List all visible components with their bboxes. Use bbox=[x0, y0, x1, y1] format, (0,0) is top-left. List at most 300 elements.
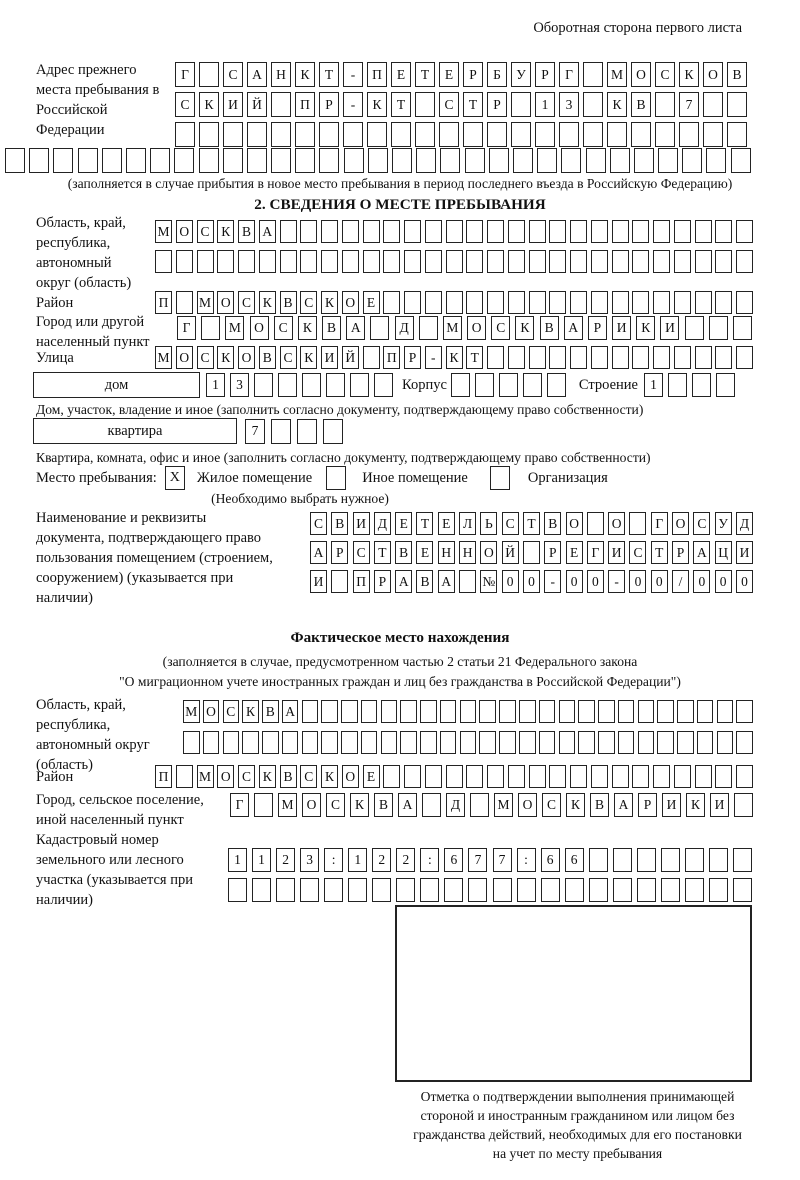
document-label: Наименование и реквизиты документа, подтверждающего право пользования помещением (строением, сооружением) (указывается при наличии) bbox=[36, 510, 273, 606]
char-box bbox=[733, 878, 752, 902]
char-box: О bbox=[176, 220, 193, 243]
char-box bbox=[53, 148, 73, 173]
char-box: О bbox=[203, 700, 220, 723]
char-box: О bbox=[608, 512, 625, 535]
char-box: 6 bbox=[444, 848, 463, 872]
char-box: 1 bbox=[348, 848, 367, 872]
char-box bbox=[363, 220, 380, 243]
char-box: Й bbox=[247, 92, 267, 117]
char-box bbox=[252, 878, 271, 902]
char-box: О bbox=[467, 316, 486, 340]
char-box: 3 bbox=[300, 848, 319, 872]
char-box bbox=[319, 148, 339, 173]
char-box: - bbox=[425, 346, 442, 369]
char-box bbox=[199, 122, 219, 147]
char-box bbox=[201, 316, 220, 340]
char-box: Н bbox=[459, 541, 476, 564]
char-box bbox=[653, 291, 670, 314]
char-box bbox=[632, 220, 649, 243]
char-box bbox=[367, 122, 387, 147]
char-box: Р bbox=[544, 541, 561, 564]
char-box bbox=[444, 878, 463, 902]
char-box bbox=[537, 148, 557, 173]
char-box bbox=[5, 148, 25, 173]
char-box: : bbox=[324, 848, 343, 872]
char-box: М bbox=[155, 220, 172, 243]
char-box bbox=[717, 731, 734, 754]
char-box bbox=[425, 765, 442, 788]
char-box bbox=[381, 700, 398, 723]
char-box: 2 bbox=[396, 848, 415, 872]
char-box bbox=[254, 793, 273, 817]
char-box: 0 bbox=[693, 570, 710, 593]
char-box bbox=[363, 346, 380, 369]
char-box: - bbox=[343, 62, 363, 87]
char-box bbox=[541, 878, 560, 902]
char-box: К bbox=[300, 346, 317, 369]
char-box bbox=[703, 122, 723, 147]
char-box: 7 bbox=[468, 848, 487, 872]
char-box: И bbox=[660, 316, 679, 340]
char-box: А bbox=[564, 316, 583, 340]
char-box bbox=[276, 878, 295, 902]
char-box bbox=[715, 765, 732, 788]
char-box: К bbox=[321, 765, 338, 788]
char-box: 0 bbox=[715, 570, 732, 593]
char-box bbox=[613, 878, 632, 902]
char-box bbox=[679, 122, 699, 147]
house-row bbox=[33, 372, 735, 398]
char-box: К bbox=[217, 220, 234, 243]
char-box bbox=[489, 148, 509, 173]
char-box bbox=[508, 346, 525, 369]
char-box: О bbox=[703, 62, 723, 87]
char-box bbox=[271, 122, 291, 147]
char-box bbox=[460, 731, 477, 754]
char-box: О bbox=[518, 793, 537, 817]
char-box bbox=[529, 220, 546, 243]
char-box: Г bbox=[230, 793, 249, 817]
char-box: - bbox=[343, 92, 363, 117]
char-box bbox=[420, 878, 439, 902]
char-box bbox=[508, 291, 525, 314]
char-box bbox=[446, 765, 463, 788]
char-box bbox=[559, 731, 576, 754]
char-box bbox=[598, 700, 615, 723]
char-box bbox=[425, 250, 442, 273]
char-box bbox=[197, 250, 214, 273]
char-box bbox=[466, 250, 483, 273]
prev-address-row-3 bbox=[175, 122, 747, 147]
char-box bbox=[736, 250, 753, 273]
prev-address-row-1 bbox=[175, 62, 747, 87]
char-box bbox=[280, 220, 297, 243]
char-box: Т bbox=[463, 92, 483, 117]
cadastre-row-1 bbox=[228, 848, 752, 872]
char-box bbox=[176, 291, 193, 314]
char-box bbox=[513, 148, 533, 173]
char-box: К bbox=[636, 316, 655, 340]
char-box bbox=[302, 373, 321, 397]
char-box bbox=[321, 731, 338, 754]
actual-district-label: Район bbox=[36, 769, 74, 785]
char-box: А bbox=[247, 62, 267, 87]
house-box-label: дом bbox=[33, 372, 200, 398]
char-box: У bbox=[715, 512, 732, 535]
char-box: Е bbox=[566, 541, 583, 564]
char-box: В bbox=[631, 92, 651, 117]
char-box bbox=[733, 848, 752, 872]
char-box bbox=[661, 848, 680, 872]
char-box: М bbox=[607, 62, 627, 87]
char-box: В bbox=[727, 62, 747, 87]
char-box bbox=[425, 291, 442, 314]
char-box: Р bbox=[331, 541, 348, 564]
char-box bbox=[247, 122, 267, 147]
char-box: А bbox=[395, 570, 412, 593]
char-box bbox=[559, 700, 576, 723]
char-box bbox=[404, 291, 421, 314]
char-box bbox=[591, 291, 608, 314]
char-box: М bbox=[225, 316, 244, 340]
char-box bbox=[692, 373, 711, 397]
char-box bbox=[499, 731, 516, 754]
char-box: П bbox=[353, 570, 370, 593]
char-box: С bbox=[223, 700, 240, 723]
char-box: С bbox=[274, 316, 293, 340]
char-box bbox=[342, 220, 359, 243]
char-box: В bbox=[280, 765, 297, 788]
char-box: И bbox=[662, 793, 681, 817]
page-title: Оборотная сторона первого листа bbox=[533, 20, 742, 36]
apartment-row bbox=[33, 418, 343, 444]
char-box bbox=[242, 731, 259, 754]
char-box: И bbox=[353, 512, 370, 535]
char-box bbox=[223, 148, 243, 173]
actual-city-label: Город, сельское поселение, иной населенный пункт bbox=[36, 792, 204, 828]
actual-region-row-2 bbox=[183, 731, 753, 754]
char-box: С bbox=[693, 512, 710, 535]
char-box bbox=[559, 122, 579, 147]
char-box: К bbox=[298, 316, 317, 340]
char-box: И bbox=[710, 793, 729, 817]
char-box bbox=[247, 148, 267, 173]
char-box: М bbox=[278, 793, 297, 817]
char-box bbox=[517, 878, 536, 902]
char-box bbox=[415, 92, 435, 117]
char-box bbox=[653, 346, 670, 369]
region-row-2 bbox=[155, 250, 753, 273]
char-box: 7 bbox=[679, 92, 699, 117]
char-box: М bbox=[197, 291, 214, 314]
char-box bbox=[341, 731, 358, 754]
char-box: Н bbox=[271, 62, 291, 87]
document-row-3 bbox=[310, 570, 753, 593]
char-box bbox=[523, 373, 542, 397]
char-box bbox=[612, 765, 629, 788]
char-box bbox=[733, 316, 752, 340]
char-box bbox=[638, 731, 655, 754]
char-box: 0 bbox=[502, 570, 519, 593]
stay-type-label: Место пребывания: bbox=[36, 469, 157, 486]
char-box bbox=[657, 700, 674, 723]
char-box bbox=[183, 731, 200, 754]
char-box: : bbox=[517, 848, 536, 872]
stamp-note-line-4: на учет по месту пребывания bbox=[492, 1146, 663, 1161]
char-box: И bbox=[310, 570, 327, 593]
char-box bbox=[570, 765, 587, 788]
actual-location-note-1: (заполняется в случае, предусмотренном частью 2 статьи 21 Федерального закона bbox=[162, 654, 638, 669]
char-box bbox=[295, 122, 315, 147]
char-box: № bbox=[480, 570, 497, 593]
char-box bbox=[254, 373, 273, 397]
char-box: О bbox=[217, 765, 234, 788]
char-box: Д bbox=[736, 512, 753, 535]
char-box bbox=[78, 148, 98, 173]
section2-title: 2. СВЕДЕНИЯ О МЕСТЕ ПРЕБЫВАНИЯ bbox=[254, 196, 546, 213]
char-box bbox=[487, 291, 504, 314]
char-box bbox=[632, 250, 649, 273]
char-box: В bbox=[322, 316, 341, 340]
document-row-2 bbox=[310, 541, 753, 564]
char-box: П bbox=[383, 346, 400, 369]
char-box bbox=[586, 148, 606, 173]
char-box bbox=[607, 122, 627, 147]
char-box bbox=[591, 765, 608, 788]
char-box: П bbox=[155, 291, 172, 314]
char-box: В bbox=[540, 316, 559, 340]
char-box bbox=[300, 878, 319, 902]
char-box: Р bbox=[535, 62, 555, 87]
char-box: К bbox=[686, 793, 705, 817]
char-box: 7 bbox=[245, 419, 265, 444]
char-box bbox=[674, 291, 691, 314]
char-box bbox=[655, 92, 675, 117]
char-box: С bbox=[300, 291, 317, 314]
char-box bbox=[463, 122, 483, 147]
char-box bbox=[150, 148, 170, 173]
char-box bbox=[668, 373, 687, 397]
char-box bbox=[479, 700, 496, 723]
char-box bbox=[383, 220, 400, 243]
char-box bbox=[259, 250, 276, 273]
char-box: С bbox=[238, 291, 255, 314]
stay-type-row bbox=[36, 466, 608, 490]
char-box: 7 bbox=[493, 848, 512, 872]
char-box bbox=[734, 793, 753, 817]
char-box: Ц bbox=[715, 541, 732, 564]
char-box: Г bbox=[587, 541, 604, 564]
stroenie-label: Строение bbox=[578, 376, 638, 393]
char-box bbox=[549, 346, 566, 369]
stamp-note-line-3: гражданства действий, необходимых для его постановки bbox=[413, 1127, 742, 1142]
char-box: Т bbox=[466, 346, 483, 369]
residential-label: Жилое помещение bbox=[196, 469, 313, 486]
char-box bbox=[508, 220, 525, 243]
char-box: С bbox=[197, 346, 214, 369]
organization-label: Организация bbox=[527, 469, 608, 486]
char-box: 1 bbox=[228, 848, 247, 872]
char-box bbox=[155, 250, 172, 273]
char-box: 3 bbox=[230, 373, 249, 397]
char-box: С bbox=[300, 765, 317, 788]
char-box bbox=[29, 148, 49, 173]
apartment-note: Квартира, комната, офис и иное (заполнить согласно документу, подтверждающему право собственности) bbox=[36, 450, 651, 465]
char-box bbox=[466, 291, 483, 314]
char-box: М bbox=[197, 765, 214, 788]
char-box: / bbox=[672, 570, 689, 593]
char-box bbox=[612, 220, 629, 243]
char-box: В bbox=[262, 700, 279, 723]
char-box bbox=[487, 346, 504, 369]
city-label: Город или другой населенный пункт bbox=[36, 314, 150, 350]
char-box: 6 bbox=[541, 848, 560, 872]
char-box bbox=[549, 765, 566, 788]
char-box bbox=[348, 878, 367, 902]
region-row-1 bbox=[155, 220, 753, 243]
char-box: 0 bbox=[651, 570, 668, 593]
char-box bbox=[425, 220, 442, 243]
char-box bbox=[262, 731, 279, 754]
char-box bbox=[703, 92, 723, 117]
char-box bbox=[440, 731, 457, 754]
char-box bbox=[326, 373, 345, 397]
char-box bbox=[547, 373, 566, 397]
char-box bbox=[685, 316, 704, 340]
char-box: П bbox=[155, 765, 172, 788]
stamp-box bbox=[395, 905, 752, 1082]
char-box: Й bbox=[502, 541, 519, 564]
char-box bbox=[217, 250, 234, 273]
char-box: Л bbox=[459, 512, 476, 535]
char-box bbox=[372, 878, 391, 902]
char-box bbox=[199, 62, 219, 87]
char-box bbox=[727, 122, 747, 147]
char-box: В bbox=[331, 512, 348, 535]
char-box: 0 bbox=[629, 570, 646, 593]
char-box bbox=[655, 122, 675, 147]
char-box bbox=[709, 316, 728, 340]
char-box: А bbox=[346, 316, 365, 340]
char-box bbox=[682, 148, 702, 173]
char-box: Р bbox=[463, 62, 483, 87]
char-box bbox=[731, 148, 751, 173]
char-box: Г bbox=[559, 62, 579, 87]
korpus-label: Корпус bbox=[402, 376, 447, 393]
char-box bbox=[479, 731, 496, 754]
char-box: Р bbox=[374, 570, 391, 593]
char-box: С bbox=[439, 92, 459, 117]
char-box bbox=[736, 700, 753, 723]
char-box bbox=[529, 346, 546, 369]
char-box bbox=[653, 250, 670, 273]
char-box: И bbox=[608, 541, 625, 564]
char-box bbox=[400, 700, 417, 723]
char-box bbox=[539, 700, 556, 723]
char-box bbox=[661, 878, 680, 902]
char-box bbox=[695, 346, 712, 369]
stamp-note-line-2: стороной и иностранным гражданином или лицом без bbox=[420, 1108, 735, 1123]
char-box bbox=[459, 570, 476, 593]
char-box: Д bbox=[395, 316, 414, 340]
apartment-cells bbox=[245, 419, 343, 444]
char-box bbox=[271, 148, 291, 173]
char-box bbox=[570, 346, 587, 369]
char-box bbox=[302, 731, 319, 754]
char-box bbox=[674, 220, 691, 243]
house-note: Дом, участок, владение и иное (заполнить согласно документу, подтверждающему право собственности) bbox=[36, 402, 644, 417]
char-box bbox=[203, 731, 220, 754]
char-box: Р bbox=[672, 541, 689, 564]
char-box: В bbox=[374, 793, 393, 817]
char-box bbox=[199, 148, 219, 173]
char-box bbox=[102, 148, 122, 173]
char-box bbox=[716, 373, 735, 397]
actual-city-row bbox=[230, 793, 753, 817]
char-box bbox=[391, 122, 411, 147]
char-box: 0 bbox=[587, 570, 604, 593]
char-box bbox=[321, 700, 338, 723]
char-box bbox=[499, 373, 518, 397]
char-box bbox=[570, 250, 587, 273]
prev-address-overflow-row bbox=[5, 148, 751, 173]
char-box: 3 bbox=[559, 92, 579, 117]
char-box bbox=[587, 512, 604, 535]
char-box bbox=[695, 220, 712, 243]
city-row bbox=[177, 316, 752, 340]
char-box bbox=[637, 878, 656, 902]
stay-type-note: (Необходимо выбрать нужное) bbox=[211, 491, 389, 506]
char-box bbox=[565, 878, 584, 902]
checkbox-other-premises bbox=[326, 466, 346, 490]
char-box: Е bbox=[395, 512, 412, 535]
char-box bbox=[618, 731, 635, 754]
char-box bbox=[561, 148, 581, 173]
char-box bbox=[319, 122, 339, 147]
checkbox-organization bbox=[490, 466, 510, 490]
char-box: М bbox=[183, 700, 200, 723]
char-box: О bbox=[176, 346, 193, 369]
char-box: А bbox=[398, 793, 417, 817]
char-box bbox=[416, 148, 436, 173]
char-box bbox=[174, 148, 194, 173]
char-box bbox=[549, 220, 566, 243]
char-box: О bbox=[342, 765, 359, 788]
char-box bbox=[717, 700, 734, 723]
char-box bbox=[715, 291, 732, 314]
char-box bbox=[420, 731, 437, 754]
char-box bbox=[715, 250, 732, 273]
char-box: С bbox=[655, 62, 675, 87]
char-box bbox=[321, 250, 338, 273]
street-row bbox=[155, 346, 753, 369]
char-box: К bbox=[515, 316, 534, 340]
char-box bbox=[583, 62, 603, 87]
char-box bbox=[519, 700, 536, 723]
char-box: О bbox=[217, 291, 234, 314]
char-box bbox=[439, 122, 459, 147]
char-box: М bbox=[155, 346, 172, 369]
char-box: 6 bbox=[565, 848, 584, 872]
char-box: Т bbox=[319, 62, 339, 87]
char-box bbox=[466, 220, 483, 243]
char-box bbox=[578, 731, 595, 754]
char-box bbox=[653, 765, 670, 788]
char-box: О bbox=[302, 793, 321, 817]
char-box bbox=[420, 700, 437, 723]
char-box bbox=[612, 250, 629, 273]
char-box bbox=[511, 122, 531, 147]
